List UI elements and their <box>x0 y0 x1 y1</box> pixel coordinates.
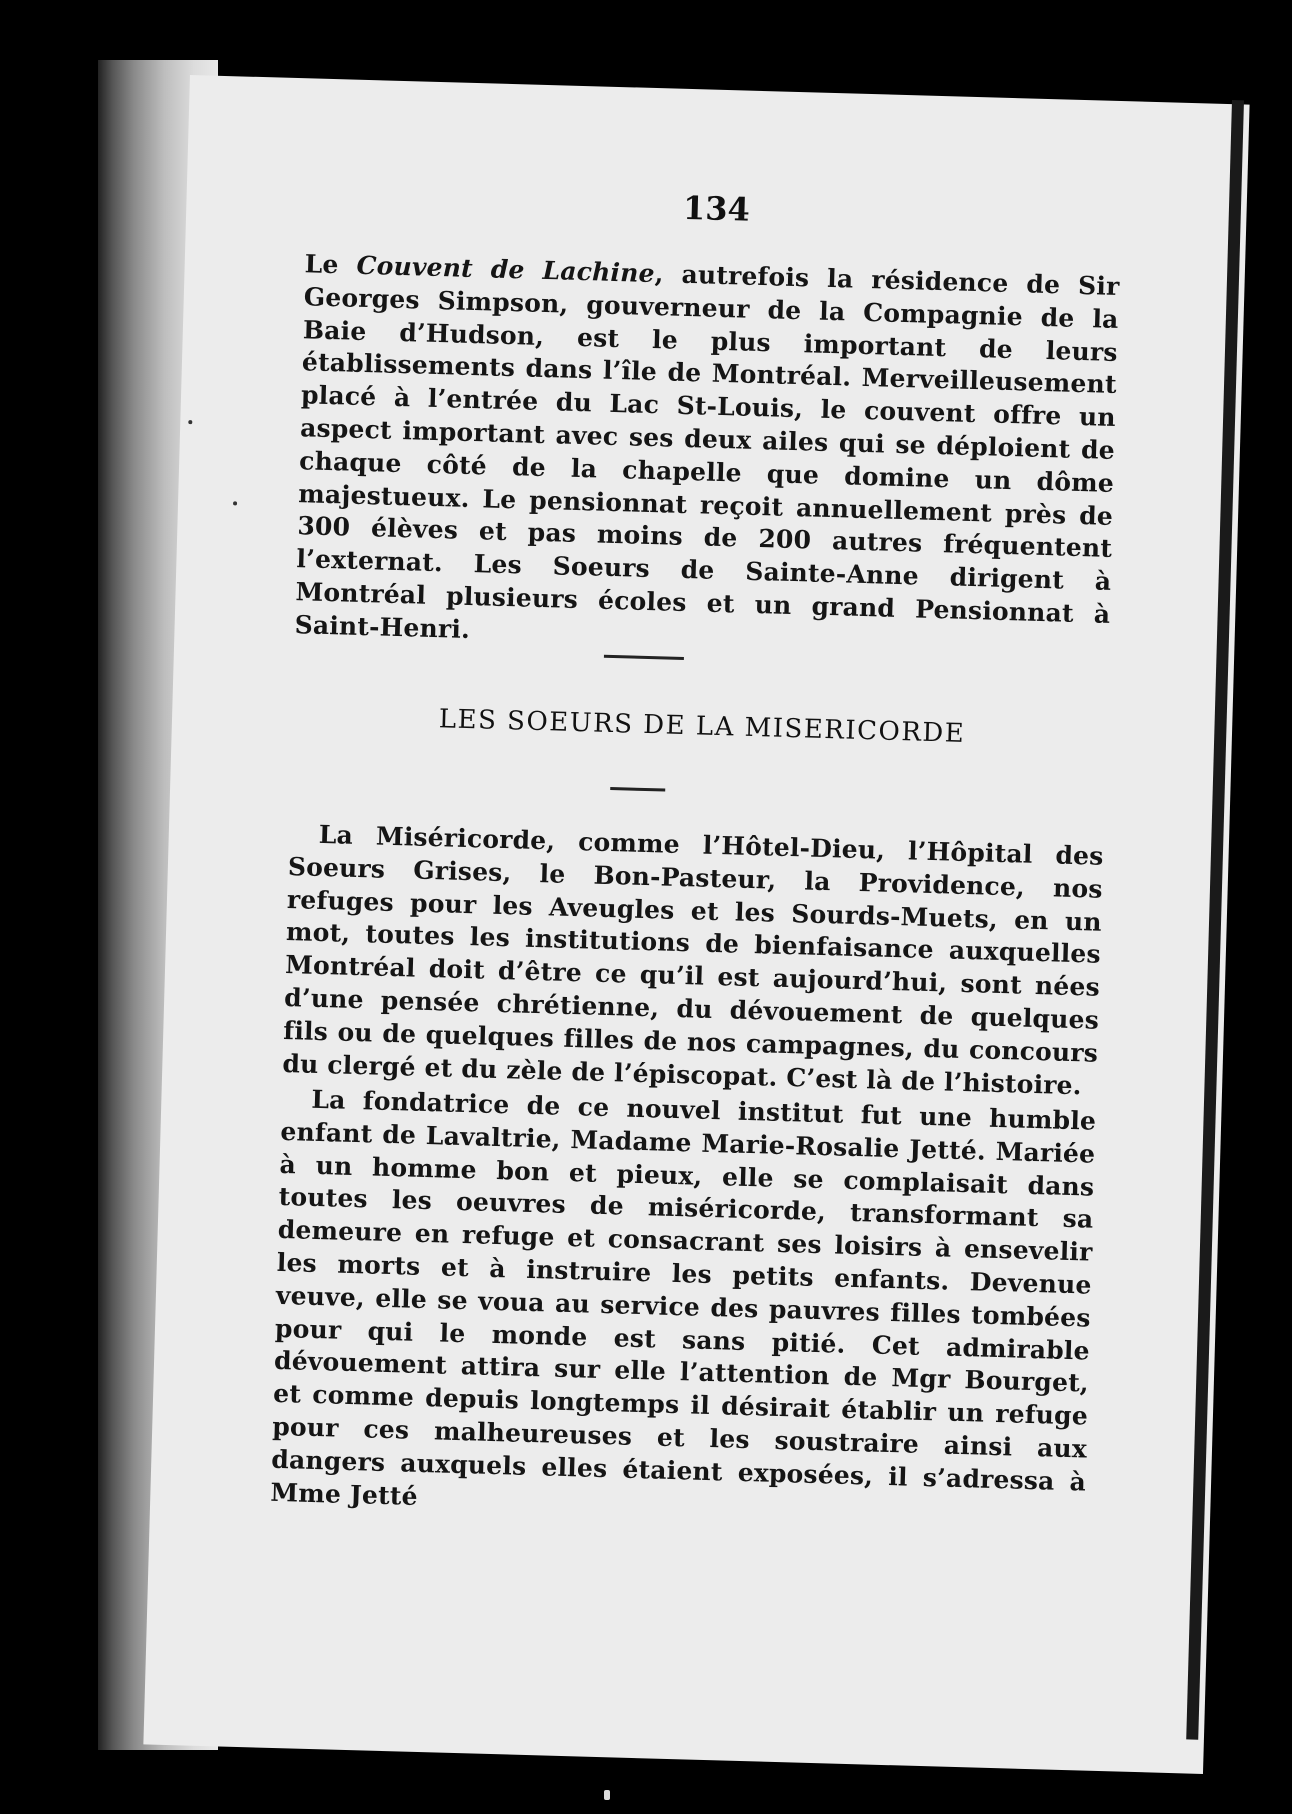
heading-rule <box>610 787 665 792</box>
page-number: 134 <box>682 188 751 229</box>
paragraph-couvent-de-lachine <box>294 248 1120 664</box>
scan-artifact <box>604 1790 610 1800</box>
scan-speck <box>188 420 192 424</box>
section-separator <box>604 655 684 660</box>
paragraph-lead: Le <box>304 249 358 280</box>
section-heading: LES SOEURS DE LA MISERICORDE <box>438 704 966 749</box>
paragraph-fondatrice: La fondatrice de ce nouvel institut fut une humble enfant de Lavaltrie, Madame Marie-Rosalie Jetté. Mariée à un homme bon et pieux, elle se complaisait dans toutes les oeuvres de miséricorde, transformant sa demeure en refuge et consacrant ses loisirs à ensevelir les morts et à instruire les petits enfants. Devenue veuve, elle se voua au service des pauvres filles tombées pour qui le monde est sans pitié. Cet admirable dévouement attira sur elle l’attention de Mgr Bourget, et comme depuis longtemps il désirait établir un refuge pour ces malheureuses et les soustraire ainsi aux dangers auxquels elles étaient exposées, il s’adressa à Mme Jetté <box>270 1084 1097 1511</box>
paragraph-misericorde-intro: La Miséricorde, comme l’Hôtel-Dieu, l’Hôpital des Soeurs Grises, le Bon-Pasteur, la Providence, nos refuges pour les Aveugles et les Sourds-Muets, en un mot, toutes les institutions de bienfaisance auxquelles Montréal doit d’être ce qu’il est aujourd’hui, sont nées d’une pensée chrétienne, du dévouement de quelques fils ou de quelques filles de nos campagnes, du concours du clergé et du zèle de l’épiscopat. C’est là de l’histoire. <box>282 819 1104 1100</box>
book-page <box>143 75 1249 1774</box>
paragraph-italic-title: Couvent de Lachine <box>356 250 656 289</box>
scan-speck <box>233 501 237 505</box>
paragraph-body: , autrefois la résidence de Sir Georges Simpson, gouverneur de la Compagnie de la Baie d’Hudson, est le plus important de leurs établissements dans l’île de Montréal. Merveilleusement placé à l’entrée du Lac St-Louis, le couvent offre un aspect important avec ses deux ailes qui se déploient de chaque côté de la chapelle que domine un dôme majestueux. Le pensionnat reçoit annuellement près de 300 élèves et pas moins de 200 autres fréquentent l’externat. Les Soeurs de Sainte-Anne dirigent à Montréal plusieurs écoles et un grand Pensionnat à Saint-Henri. <box>294 259 1120 644</box>
